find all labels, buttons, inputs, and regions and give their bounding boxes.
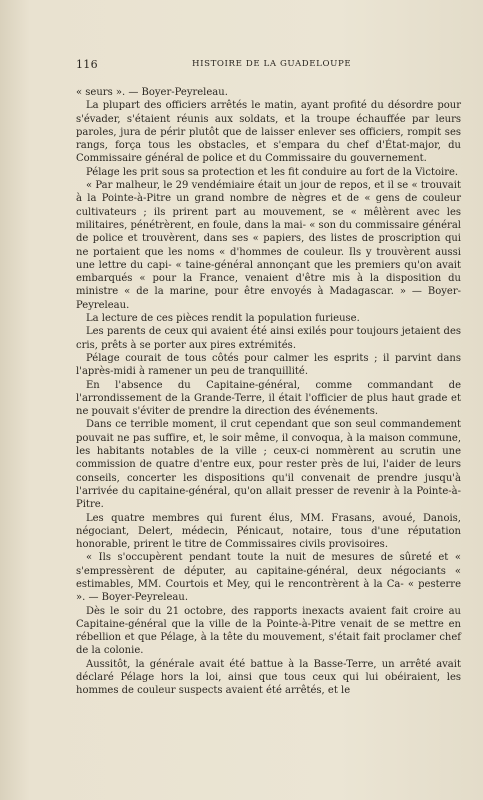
paragraph: Les quatre membres qui furent élus, MM. Frasans, avoué, Danois, négociant, Delert, médecin, Pénicaut, notaire, tous d'une réputation honorable, prirent le titre de Commissaires civils provisoires. [76, 512, 461, 551]
paragraph: « seurs ». — Boyer-Peyreleau. [76, 87, 228, 98]
page-number: 116 [76, 58, 98, 71]
body-text [76, 86, 461, 698]
running-title: HISTOIRE DE LA GUADELOUPE [192, 59, 352, 69]
paragraph: Dès le soir du 21 octobre, des rapports inexacts avaient fait croire au Capitaine-général que la ville de la Pointe-à-Pitre venait de se mettre en rébellion et que Pélage, à la tête du mouvement, s'était fait proclamer chef de la colonie. [76, 605, 461, 657]
page-header [76, 58, 461, 74]
paragraph: En l'absence du Capitaine-général, comme commandant de l'arrondissement de la Grande-Terre, il était l'officier de plus haut grade et ne pouvait s'éviter de prendre la direction des événements. [76, 379, 461, 418]
paragraph: Dans ce terrible moment, il crut cependant que son seul commandement pouvait ne pas suffire, et, le soir même, il convoqua, à la maison commune, les habitants notables de la ville ; ceux-ci nommèrent au scrutin une commission de quatre d'entre eux, pour rester près de lui, l'aider de leurs conseils, concerter les dispositions qu'il convenait de prendre jusqu'à l'arrivée du capitaine-général, qu'on allait presser de revenir à la Pointe-à-Pitre. [76, 419, 461, 511]
paragraph: « Ils s'occupèrent pendant toute la nuit de mesures de sûreté et « s'empressèrent de députer, au capitaine-général, deux négociants « estimables, MM. Courtois et Mey, qui le rencontrèrent à la Ca- « pesterre ». — Boyer-Peyreleau. [76, 552, 461, 604]
paragraph: La plupart des officiers arrêtés le matin, ayant profité du désordre pour s'évader, s'étaient réunis aux soldats, et la troupe échauffée par leurs paroles, jura de périr plutôt que de laisser enlever ses officiers, rompit ses rangs, força tous les obstacles, et s'empara du chef d'État-major, du Commissaire général de police et du Commissaire du gouvernement. [76, 100, 461, 165]
paragraph: Pélage les prit sous sa protection et les fit conduire au fort de la Victoire. [86, 166, 459, 178]
paragraph: La lecture de ces pièces rendit la population furieuse. [86, 313, 360, 325]
paragraph: Pélage courait de tous côtés pour calmer les esprits ; il parvint dans l'après-midi à ramener un peu de tranquillité. [76, 352, 461, 378]
paragraph: « Par malheur, le 29 vendémiaire était un jour de repos, et il se « trouvait à la Pointe-à-Pitre un grand nombre de nègres et de « gens de couleur cultivateurs ; ils prirent part au mouvement, se « mêlèrent avec les militaires, pénétrèrent, en foule, dans la mai- « son du commissaire général de police et trouvèrent, dans ses « papiers, des listes de proscription qui ne portaient que les noms « d'hommes de couleur. Ils y trouvèrent aussi une lettre du capi- « taine-général annonçant que les premiers qu'on avait embarqués « pour la France, venaient d'être mis à la disposition du ministre « de la marine, pour être envoyés à Madagascar. » — Boyer-Peyreleau. [76, 180, 461, 311]
paragraph: Aussitôt, la générale avait été battue à la Basse-Terre, un arrêté avait déclaré Pélage hors la loi, ainsi que tous ceux qui lui obéiraient, les hommes de couleur suspects avaient été arrêtés, et le [76, 658, 461, 697]
paragraph: Les parents de ceux qui avaient été ainsi exilés pour toujours jetaient des cris, prêts à se porter aux pires extrémités. [76, 326, 461, 351]
